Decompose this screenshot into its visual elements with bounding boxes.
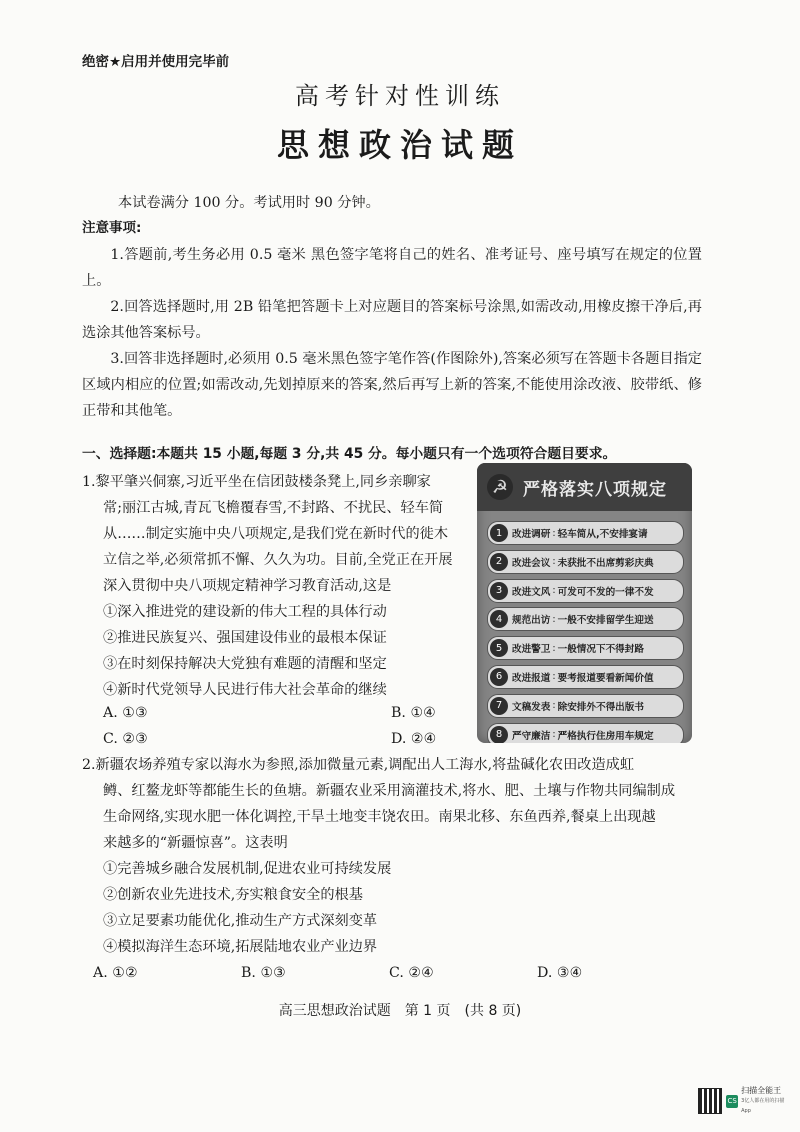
- rule-number: 1: [490, 524, 508, 542]
- exam-title: 高考针对性训练: [295, 82, 505, 110]
- poster-rule: [487, 665, 684, 689]
- option-b: B. ①④: [391, 705, 436, 721]
- confidential-mark: 绝密★启用并使用完毕前: [82, 54, 230, 70]
- option-a: A. ①②: [93, 965, 138, 981]
- rule-number: 2: [490, 553, 508, 571]
- option-d: D. ③④: [537, 965, 583, 981]
- rule-text: 要考报道要看新闻价值: [557, 672, 654, 684]
- scanner-name: 扫描全能王: [741, 1086, 782, 1095]
- poster-rule: [487, 579, 684, 603]
- question-2: [82, 752, 706, 960]
- question-stem-line: 2.新疆农场养殖专家以海水为参照,添加微量元素,调配出人工海水,将盐碱化农田改造成虹: [82, 757, 635, 773]
- rule-separator: :: [552, 700, 556, 712]
- question-stem-line: 从……制定实施中央八项规定,是我们党在新时代的徙木: [103, 526, 449, 542]
- statement: ②创新农业先进技术,夯实粮食安全的根基: [103, 887, 363, 903]
- question-stem-line: 常;丽江古城,青瓦飞檐覆春雪,不封路、不扰民、轻车简: [103, 500, 444, 516]
- rule-separator: :: [552, 613, 556, 625]
- scanner-label: [741, 1086, 790, 1116]
- rule-text: 轻车简从,不安排宴请: [557, 529, 648, 540]
- rule-separator: :: [552, 585, 556, 597]
- poster-rule: [487, 550, 684, 574]
- subject-title: 思想政治试题: [276, 126, 523, 164]
- rule-key: 改进会议: [512, 557, 551, 569]
- section-heading: 一、选择题:本题共 15 小题,每题 3 分,共 45 分。每小题只有一个选项符合题目要求。: [82, 446, 617, 462]
- question-stem-line: 鳟、红鳌龙虾等都能生长的鱼塘。新疆农业采用滴灌技术,将水、肥、土壤与作物共同编制成: [103, 783, 676, 799]
- notice-heading: 注意事项:: [82, 220, 142, 236]
- option-d: D. ②④: [391, 731, 437, 747]
- rule-key: 改进文风: [512, 586, 551, 598]
- rule-text: 一般不安排留学生迎送: [557, 615, 654, 627]
- question-stem-line: 生命网络,实现水肥一体化调控,干旱土地变丰饶农田。南果北移、东鱼西养,餐桌上出现越: [103, 809, 656, 825]
- option-c: C. ②③: [103, 731, 148, 747]
- intro-text: 本试卷满分 100 分。考试用时 90 分钟。: [118, 195, 380, 211]
- camscanner-logo-icon: CS: [726, 1095, 738, 1108]
- option-b: B. ①③: [241, 965, 286, 981]
- question-1-options: [103, 700, 483, 752]
- rule-text: 一般情况下不得封路: [557, 644, 644, 656]
- statement: ④新时代党领导人民进行伟大社会革命的继续: [103, 682, 387, 698]
- rule-number: 3: [490, 582, 508, 600]
- poster-rule: [487, 694, 684, 718]
- party-emblem-icon: ☭: [487, 474, 513, 500]
- rule-key: 严守廉洁: [512, 730, 551, 742]
- rule-separator: :: [552, 642, 556, 654]
- rule-number: 7: [490, 697, 508, 715]
- page-footer: 高三思想政治试题 第 1 页 (共 8 页): [278, 1003, 522, 1019]
- notice-item: 3.回答非选择题时,必须用 0.5 毫米黑色签字笔作答(作图除外),答案必须写在答题卡各题目指定区域内相应的位置;如需改动,先划掉原来的答案,然后再写上新的答案,不能使用涂改液、胶带纸、修正带和其他笔。: [82, 351, 702, 419]
- rule-number: 8: [490, 726, 508, 743]
- rule-text: 未获批不出席剪彩庆典: [557, 557, 654, 569]
- rule-number: 4: [490, 610, 508, 628]
- question-stem-line: 深入贯彻中央八项规定精神学习教育活动,这是: [103, 578, 392, 594]
- statement: ③立足要素功能优化,推动生产方式深刻变革: [103, 913, 378, 929]
- eight-rules-poster: [477, 463, 692, 743]
- notice-list: [82, 242, 702, 424]
- rule-number: 5: [490, 639, 508, 657]
- rule-key: 改进报道: [512, 672, 551, 684]
- poster-rule: [487, 723, 684, 743]
- rule-key: 改进调研: [512, 529, 551, 540]
- statement: ①完善城乡融合发展机制,促进农业可持续发展: [103, 861, 392, 877]
- question-stem-line: 立信之举,必须常抓不懈、久久为功。目前,全党正在开展: [103, 552, 453, 568]
- rule-key: 文稿发表: [512, 701, 551, 713]
- statement: ②推进民族复兴、强国建设伟业的最根本保证: [103, 630, 387, 646]
- question-stem-line: 来越多的“新疆惊喜”。这表明: [103, 835, 288, 851]
- rule-separator: :: [552, 729, 556, 741]
- rule-separator: :: [552, 671, 556, 683]
- notice-item: 2.回答选择题时,用 2B 铅笔把答题卡上对应题目的答案标号涂黑,如需改动,用橡皮擦干净后,再选涂其他答案标号。: [82, 299, 702, 341]
- rule-key: 改进警卫: [512, 644, 551, 656]
- rule-text: 除安排外不得出版书: [557, 701, 644, 713]
- poster-rule: [487, 607, 684, 631]
- option-a: A. ①③: [103, 705, 148, 721]
- statement: ①深入推进党的建设新的伟大工程的具体行动: [103, 604, 387, 620]
- poster-rule: [487, 521, 684, 545]
- question-2-options: [93, 960, 685, 986]
- notice-item: 1.答题前,考生务必用 0.5 毫米 黑色签字笔将自己的姓名、准考证号、座号填写在规定的位置上。: [82, 247, 702, 289]
- question-stem-line: 1.黎平肇兴侗寨,习近平坐在信团鼓楼条凳上,同乡亲聊家: [82, 474, 431, 490]
- poster-rule: [487, 636, 684, 660]
- rule-separator: :: [552, 527, 556, 539]
- rule-text: 严格执行住房用车规定: [557, 730, 654, 742]
- option-c: C. ②④: [389, 965, 434, 981]
- qr-code-icon: [698, 1088, 722, 1114]
- rule-separator: :: [552, 556, 556, 568]
- poster-header: [477, 463, 692, 511]
- poster-title: 严格落实八项规定: [523, 479, 667, 500]
- poster-rule-list: [477, 511, 692, 743]
- statement: ③在时刻保持解决大党独有难题的清醒和坚定: [103, 656, 387, 672]
- question-1: [82, 469, 482, 703]
- rule-number: 6: [490, 668, 508, 686]
- rule-text: 可发可不发的一律不发: [557, 586, 654, 598]
- rule-key: 规范出访: [512, 615, 551, 627]
- statement: ④模拟海洋生态环境,拓展陆地农业产业边界: [103, 939, 378, 955]
- scanner-watermark: [698, 1087, 790, 1115]
- scanner-sub: 3亿人都在用的扫描App: [741, 1098, 785, 1114]
